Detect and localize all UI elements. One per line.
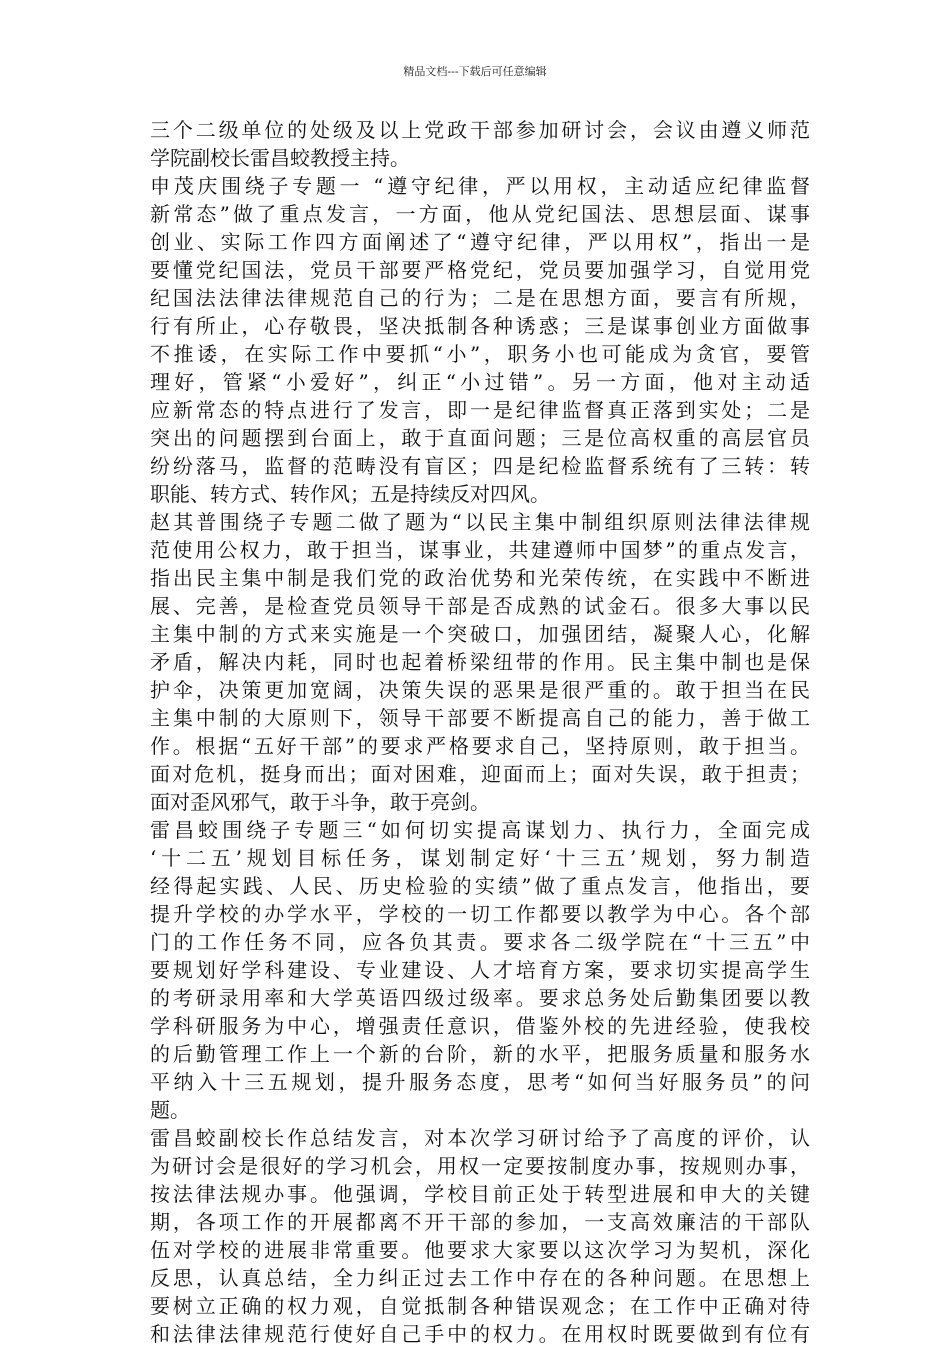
text-line: 指出民主集中制是我们党的政治优势和光荣传统，在实践中不断进: [150, 566, 810, 590]
text-line: 为研讨会是很好的学习机会，用权一定要按制度办事，按规则办事，: [150, 1154, 810, 1178]
text-line: 提升学校的办学水平，学校的一切工作都要以教学为中心。各个部: [150, 902, 810, 926]
text-line: 和法律法律规范行使好自己手中的权力。在用权时既要做到有位有: [150, 1322, 810, 1346]
text-line: 理好，管紧“小爱好”，纠正“小过错”。另一方面，他对主动适: [150, 370, 810, 394]
text-line: 主集中制的大原则下，领导干部要不断提高自己的能力，善于做工: [150, 706, 810, 730]
text-line: 纪国法法律法律规范自己的行为；二是在思想方面，要言有所规，: [150, 286, 810, 310]
text-line: 要树立正确的权力观，自觉抵制各种错误观念；在工作中正确对待: [150, 1294, 810, 1318]
text-line: 雷昌蛟副校长作总结发言，对本次学习研讨给予了高度的评价，认: [150, 1126, 810, 1150]
text-line: 伍对学校的进展非常重要。他要求大家要以这次学习为契机，深化: [150, 1238, 810, 1262]
text-line: 矛盾，解决内耗，同时也起着桥梁纽带的作用。民主集中制也是保: [150, 650, 810, 674]
text-line: 期，各项工作的开展都离不开干部的参加，一支高效廉洁的干部队: [150, 1210, 810, 1234]
text-line: 学院副校长雷昌蛟教授主持。: [150, 146, 410, 170]
text-line: 申茂庆围绕子专题一 “遵守纪律，严以用权，主动适应纪律监督: [150, 174, 810, 198]
text-line: 反思，认真总结，全力纠正过去工作中存在的各种问题。在思想上: [150, 1266, 810, 1290]
text-line: 应新常态的特点进行了发言，即一是纪律监督真正落到实处；二是: [150, 398, 810, 422]
text-line: 学科研服务为中心，增强责任意识，借鉴外校的先进经验，使我校: [150, 1014, 810, 1038]
text-line: 的考研录用率和大学英语四级过级率。要求总务处后勤集团要以教: [150, 986, 810, 1010]
text-line: 范使用公权力，敢于担当，谋事业，共建遵师中国梦”的重点发言，: [150, 538, 810, 562]
text-line: 题。: [150, 1098, 190, 1122]
text-line: 平纳入十三五规划，提升服务态度，思考“如何当好服务员”的问: [150, 1070, 810, 1094]
text-line: 按法律法规办事。他强调，学校目前正处于转型进展和申大的关键: [150, 1182, 810, 1206]
text-line: 要规划好学科建设、专业建设、人才培育方案，要求切实提高学生: [150, 958, 810, 982]
text-line: 赵其普围绕子专题二做了题为“以民主集中制组织原则法律法律规: [150, 510, 810, 534]
text-line: 突出的问题摆到台面上，敢于直面问题；三是位高权重的高层官员: [150, 426, 810, 450]
text-line: 不推诿，在实际工作中要抓“小”，职务小也可能成为贪官，要管: [150, 342, 810, 366]
text-line: 职能、转方式、转作风；五是持续反对四风。: [150, 482, 550, 506]
text-line: 门的工作任务不同，应各负其责。要求各二级学院在“十三五”中: [150, 930, 810, 954]
text-line: 创业、实际工作四方面阐述了“遵守纪律，严以用权”，指出一是: [150, 230, 810, 254]
text-line: 新常态”做了重点发言，一方面，他从党纪国法、思想层面、谋事: [150, 202, 810, 226]
text-line: 雷昌蛟围绕子专题三“如何切实提高谋划力、执行力，全面完成: [150, 818, 810, 842]
text-line: 三个二级单位的处级及以上党政干部参加研讨会，会议由遵义师范: [150, 118, 810, 142]
text-line: 作。根据“五好干部”的要求严格要求自己，坚持原则，敢于担当。: [150, 734, 810, 758]
text-line: 行有所止，心存敬畏，坚决抵制各种诱惑；三是谋事创业方面做事: [150, 314, 810, 338]
text-line: 纷纷落马，监督的范畴没有盲区；四是纪检监督系统有了三转：转: [150, 454, 810, 478]
document-body: [150, 116, 810, 1348]
text-line: 主集中制的方式来实施是一个突破口，加强团结，凝聚人心，化解: [150, 622, 810, 646]
text-line: ‘十二五’规划目标任务，谋划制定好‘十三五’规划，努力制造: [150, 846, 810, 870]
page-header: 精品文档---下载后可任意编辑: [403, 65, 547, 78]
text-line: 的后勤管理工作上一个新的台阶，新的水平，把服务质量和服务水: [150, 1042, 810, 1066]
text-line: 展、完善，是检查党员领导干部是否成熟的试金石。很多大事以民: [150, 594, 810, 618]
text-line: 要懂党纪国法，党员干部要严格党纪，党员要加强学习，自觉用党: [150, 258, 810, 282]
text-line: 面对危机，挺身而出；面对困难，迎面而上；面对失误，敢于担责；: [150, 762, 810, 786]
text-line: 护伞，决策更加宽阔，决策失误的恶果是很严重的。敢于担当在民: [150, 678, 810, 702]
text-line: 经得起实践、人民、历史检验的实绩”做了重点发言，他指出，要: [150, 874, 810, 898]
text-line: 面对歪风邪气，敢于斗争，敢于亮剑。: [150, 790, 490, 814]
